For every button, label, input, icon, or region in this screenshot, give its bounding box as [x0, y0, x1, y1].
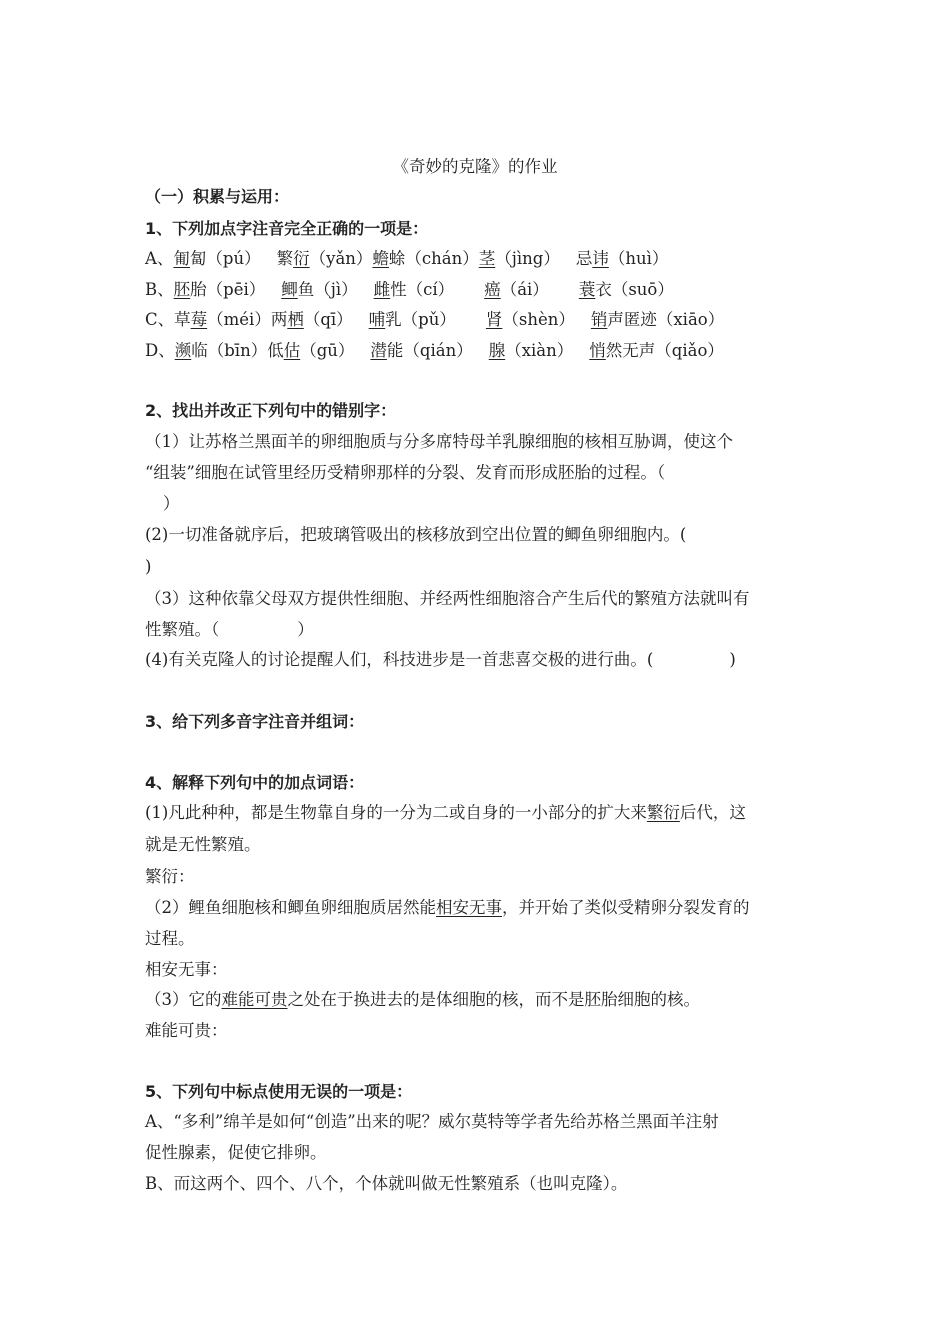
- sentence-text: （3）它的: [145, 990, 222, 1009]
- dotted-char: 潜: [370, 341, 387, 360]
- option-text: 声匿迹（xiāo）: [607, 310, 725, 329]
- option-text: （xiàn）: [505, 341, 574, 360]
- dotted-char: 悄: [589, 341, 606, 360]
- option-text: D、: [145, 341, 175, 360]
- dotted-char: 雌: [373, 280, 391, 299]
- option-text: （yǎn）: [309, 249, 373, 268]
- option-text: B、: [145, 280, 174, 299]
- sentence-text: 后代，这: [679, 803, 746, 822]
- option-a-line-2: 促性腺素，促使它排卵。: [145, 1143, 327, 1162]
- dotted-char: 衍: [293, 249, 310, 268]
- sentence-text: 性繁殖。（: [145, 620, 220, 639]
- question-3-heading: 3、给下列多音字注音并组词：: [145, 712, 365, 731]
- option-text: 性（cí）: [390, 280, 455, 299]
- question-4-sentence-1-cont: 就是无性繁殖。: [145, 835, 261, 854]
- dotted-char: 莓: [190, 310, 208, 329]
- dotted-char: 哺: [368, 310, 386, 329]
- dotted-word: 相安无事: [436, 898, 502, 917]
- dotted-word: 繁衍: [646, 803, 680, 822]
- question-2-sentence-3: （3）这种依靠父母双方提供性细胞、并经两性细胞溶合产生后代的繁殖方法就叫有: [145, 589, 750, 608]
- question-4-sentence-3: [145, 989, 700, 1011]
- word-label-xiangan: 相安无事：: [145, 960, 228, 979]
- option-text: 能（qián）: [386, 341, 473, 360]
- answer-paren-close: ）: [297, 620, 314, 639]
- dotted-char: 濒: [174, 341, 192, 360]
- option-text: 蜍（chán）: [388, 249, 479, 268]
- option-b: [145, 279, 674, 301]
- answer-paren-close: ): [729, 650, 736, 669]
- option-a: [145, 248, 668, 270]
- question-1-heading: 1、下列加点字注音完全正确的一项是：: [145, 219, 429, 238]
- option-text: （qī）: [303, 310, 353, 329]
- option-text: 胎（pēi）: [190, 280, 266, 299]
- question-4-heading: 4、解释下列句中的加点词语：: [145, 773, 365, 792]
- dotted-char: 蟾: [372, 249, 389, 268]
- document-title: 《奇妙的克隆》的作业: [392, 157, 558, 176]
- dotted-char: 肾: [485, 310, 503, 329]
- dotted-char: 茎: [478, 249, 496, 268]
- option-text: （méi）两: [207, 310, 288, 329]
- dotted-char: 腺: [488, 341, 506, 360]
- option-text: （huì）: [608, 249, 669, 268]
- word-label-fanyan: 繁衍：: [145, 867, 195, 886]
- question-4-sentence-2-cont: 过程。: [145, 929, 195, 948]
- question-2-heading: 2、找出并改正下列句中的错别字：: [145, 401, 397, 420]
- question-2-sentence-1-cont: “组装”细胞在试管里经历受精卵那样的分裂、发育而形成胚胎的过程。（: [145, 463, 666, 482]
- option-c: [145, 309, 724, 331]
- word-label-nanneng: 难能可贵：: [145, 1021, 228, 1040]
- option-text: （shèn）: [502, 310, 575, 329]
- option-text: 衣（suō）: [595, 280, 674, 299]
- dotted-char: 匍: [173, 249, 190, 268]
- option-text: 然无声（qiǎo）: [605, 341, 724, 360]
- answer-paren-close: ): [145, 557, 152, 576]
- option-d: [145, 340, 724, 362]
- dotted-char: 估: [283, 341, 301, 360]
- option-text: 临（bīn）低: [191, 341, 284, 360]
- dotted-char: 蓑: [578, 280, 596, 299]
- question-2-sentence-2: (2)一切准备就序后，把玻璃管吸出的核移放到空出位置的鲫鱼卵细胞内。(: [145, 525, 687, 544]
- question-2-sentence-3-cont: [145, 619, 314, 641]
- sentence-text: （2）鲤鱼细胞核和鲫鱼卵细胞质居然能: [145, 898, 436, 917]
- dotted-char: 鲫: [281, 280, 298, 299]
- dotted-char: 栖: [287, 310, 304, 329]
- option-text: 鱼（jì）: [297, 280, 358, 299]
- option-text: 匐（pú）: [189, 249, 261, 268]
- dotted-char: 讳: [592, 249, 609, 268]
- dotted-char: 癌: [484, 280, 501, 299]
- option-text: C、草: [145, 310, 191, 329]
- question-2-sentence-1: （1）让苏格兰黑面羊的卵细胞质与分多席特母羊乳腺细胞的核相互胁调，使这个: [145, 432, 733, 451]
- option-text: 乳（pǔ）: [385, 310, 456, 329]
- option-text: 忌: [575, 249, 593, 268]
- option-text: （jìng）: [495, 249, 560, 268]
- sentence-text: (1)凡此种种，都是生物靠自身的一分为二或自身的一小部分的扩大来: [145, 803, 647, 822]
- option-text: A、: [145, 249, 174, 268]
- sentence-text: 之处在于换进去的是体细胞的核，而不是胚胎细胞的核。: [287, 990, 700, 1009]
- question-5-heading: 5、下列句中标点使用无误的一项是：: [145, 1082, 413, 1101]
- question-4-sentence-2: [145, 897, 750, 919]
- question-2-sentence-4: [145, 649, 736, 671]
- answer-paren-close: ）: [163, 494, 180, 513]
- sentence-text: (4)有关克隆人的讨论提醒人们，科技进步是一首悲喜交极的进行曲。(: [145, 650, 654, 669]
- option-text: 繁: [276, 249, 294, 268]
- option-a-line-1: A、“多利”绵羊是如何“创造”出来的呢？威尔莫特等学者先给苏格兰黑面羊注射: [145, 1112, 719, 1131]
- sentence-text: ，并开始了类似受精卵分裂发育的: [502, 898, 750, 917]
- section-heading: （一）积累与运用：: [145, 187, 290, 206]
- option-b-line: B、而这两个、四个、八个，个体就叫做无性繁殖系（也叫克隆）。: [145, 1174, 628, 1193]
- dotted-word: 难能可贵: [221, 990, 288, 1009]
- option-text: （ái）: [500, 280, 549, 299]
- question-4-sentence-1: [145, 802, 746, 824]
- dotted-char: 销: [590, 310, 608, 329]
- dotted-char: 胚: [173, 280, 191, 299]
- option-text: （gū）: [300, 341, 355, 360]
